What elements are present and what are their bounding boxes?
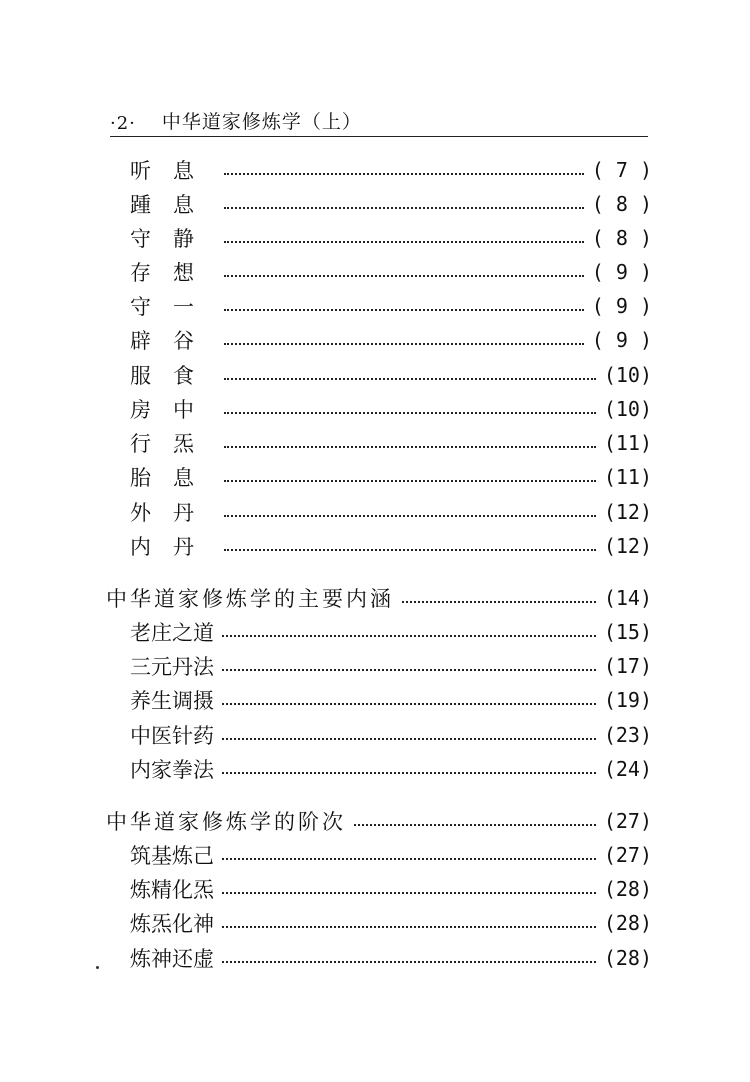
toc-entry-title: 听息 <box>130 159 216 183</box>
toc-entry-page: (28) <box>603 877 652 901</box>
dot-leader <box>222 669 596 671</box>
page-number: ·2· <box>110 113 136 134</box>
toc-entry-title: 老庄之道 <box>130 621 214 645</box>
dot-leader <box>224 446 596 448</box>
toc-entry-title: 炼神还虚 <box>130 947 214 971</box>
toc-entry[interactable] <box>130 428 652 458</box>
toc-entry-page: (28) <box>603 946 652 970</box>
toc-entry-title: 行炁 <box>130 432 216 456</box>
toc-entry-page: (28) <box>603 911 652 935</box>
toc-entry[interactable] <box>130 531 652 561</box>
toc-entry-title: 中医针药 <box>130 724 214 748</box>
toc-entry-title: 踵息 <box>130 193 216 217</box>
toc-entry-page: (11) <box>603 431 652 455</box>
toc-entry-page: (27) <box>603 843 652 867</box>
dot-leader <box>224 549 596 551</box>
header-rule <box>110 136 648 137</box>
toc-entry-title: 胎息 <box>130 466 216 490</box>
dot-leader <box>224 241 584 243</box>
toc-entry[interactable] <box>130 189 652 219</box>
toc-entry-title: 三元丹法 <box>130 655 214 679</box>
toc-entry-page: (23) <box>603 723 652 747</box>
toc-entry[interactable] <box>130 257 652 287</box>
toc-entry-title: 养生调摄 <box>130 689 214 713</box>
toc-entry-title: 中华道家修炼学的阶次 <box>106 810 346 834</box>
dot-leader <box>222 772 596 774</box>
toc-entry-page: ( 7 ) <box>591 158 652 182</box>
dot-leader <box>222 961 596 963</box>
toc-entry-page: (12) <box>603 500 652 524</box>
toc-entry[interactable] <box>130 685 652 715</box>
toc-entry-page: ( 9 ) <box>591 260 652 284</box>
toc-entry-page: (12) <box>603 534 652 558</box>
dot-leader <box>224 173 584 175</box>
toc-entry[interactable] <box>130 497 652 527</box>
toc-section-entry[interactable] <box>106 583 652 613</box>
dot-leader <box>402 601 596 603</box>
dot-leader <box>222 858 596 860</box>
dot-leader <box>222 926 596 928</box>
toc-entry-title: 中华道家修炼学的主要内涵 <box>106 587 394 611</box>
dot-leader <box>354 824 596 826</box>
toc-entry-title: 房中 <box>130 398 216 422</box>
toc-entry-page: ( 8 ) <box>591 192 652 216</box>
toc-entry-title: 筑基炼己 <box>130 844 214 868</box>
scan-speck <box>96 966 99 969</box>
toc-entry-page: (27) <box>603 809 652 833</box>
toc-entry-title: 内家拳法 <box>130 758 214 782</box>
toc-entry[interactable] <box>130 754 652 784</box>
toc-entry-page: (10) <box>603 397 652 421</box>
toc-entry-title: 炼炁化神 <box>130 912 214 936</box>
dot-leader <box>224 309 584 311</box>
dot-leader <box>224 343 584 345</box>
toc-entry-title: 内丹 <box>130 535 216 559</box>
dot-leader <box>224 412 596 414</box>
running-header <box>110 100 650 134</box>
book-title: 中华道家修炼学（上） <box>161 111 362 133</box>
dot-leader <box>222 738 596 740</box>
dot-leader <box>222 703 596 705</box>
toc-entry-title: 服食 <box>130 364 216 388</box>
toc-entry-title: 存想 <box>130 261 216 285</box>
toc-entry[interactable] <box>130 394 652 424</box>
dot-leader <box>224 207 584 209</box>
toc-entry[interactable] <box>130 943 652 973</box>
toc-entry[interactable] <box>130 651 652 681</box>
toc-entry-page: ( 9 ) <box>591 294 652 318</box>
toc-entry-title: 辟谷 <box>130 329 216 353</box>
toc-entry-page: (10) <box>603 363 652 387</box>
dot-leader <box>224 480 596 482</box>
toc-entry[interactable] <box>130 325 652 355</box>
dot-leader <box>224 515 596 517</box>
dot-leader <box>224 275 584 277</box>
toc-entry-page: (15) <box>603 620 652 644</box>
toc-entry[interactable] <box>130 874 652 904</box>
toc-entry[interactable] <box>130 840 652 870</box>
toc-section-entry[interactable] <box>106 806 652 836</box>
toc-entry[interactable] <box>130 155 652 185</box>
toc-entry[interactable] <box>130 462 652 492</box>
dot-leader <box>222 892 596 894</box>
toc-entry[interactable] <box>130 908 652 938</box>
toc-entry-page: (17) <box>603 654 652 678</box>
toc-entry-page: (19) <box>603 688 652 712</box>
toc-entry[interactable] <box>130 223 652 253</box>
toc-entry[interactable] <box>130 720 652 750</box>
dot-leader <box>222 635 596 637</box>
toc-entry-page: (14) <box>603 586 652 610</box>
toc-entry[interactable] <box>130 360 652 390</box>
toc-entry-title: 炼精化炁 <box>130 878 214 902</box>
toc-entry-page: (11) <box>603 465 652 489</box>
toc-entry-title: 守一 <box>130 295 216 319</box>
toc-entry[interactable] <box>130 291 652 321</box>
toc-entry[interactable] <box>130 617 652 647</box>
toc-entry-page: ( 9 ) <box>591 328 652 352</box>
toc-entry-title: 外丹 <box>130 501 216 525</box>
toc-entry-page: (24) <box>603 757 652 781</box>
toc-entry-page: ( 8 ) <box>591 226 652 250</box>
dot-leader <box>224 378 596 380</box>
toc-entry-title: 守静 <box>130 227 216 251</box>
